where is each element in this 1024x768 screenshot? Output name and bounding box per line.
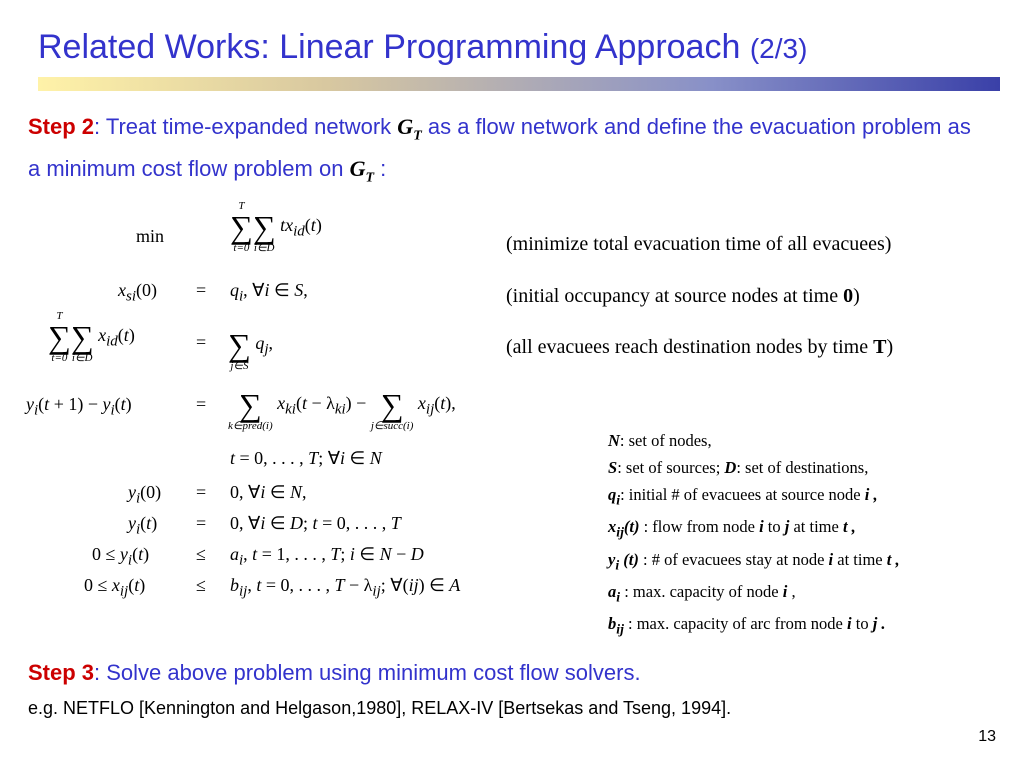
legend-n: N: set of nodes, — [608, 431, 712, 450]
eq-flow-lhs: $y_i(t + 1) - y_i(t)$ — [26, 394, 132, 419]
eq-xcap-lhs: $0 \le x_{ij}(t)$ — [84, 575, 146, 600]
min-label: min — [136, 226, 165, 246]
eq-initial-lhs: $x_{si}(0)$ — [118, 280, 158, 305]
legend-q: $q_i$: initial # of evacuees at source node i , — [608, 485, 878, 508]
page-number: 13 — [978, 728, 996, 745]
eq-yt-rhs: 0, ∀i ∈ D; t = 0, . . . , T — [230, 513, 401, 533]
step2-text-c: : — [374, 156, 387, 182]
notation-legend — [608, 427, 900, 642]
title-underline-bar — [38, 77, 1000, 91]
eq-flow-range: t = 0, . . . , T; ∀i ∈ N — [230, 448, 382, 468]
slide-title-main: Related Works: Linear Programming Approach — [38, 28, 741, 66]
eq-ycap-rhs: $a_i$, t = 1, . . . , T; i ∈ N − D — [230, 544, 424, 569]
comment-initial: (initial occupancy at source nodes at time 0) — [506, 285, 860, 307]
eq-final-rhs: ∑ j∈S $q_j$, — [228, 327, 273, 372]
gt-symbol-1: $G_T$ — [397, 114, 422, 144]
gt-symbol-2: $G_T$ — [349, 156, 375, 186]
legend-y: $y_i$ (t) : # of evacuees stay at node i at time t , — [608, 549, 900, 572]
step2-label: Step 2 — [28, 114, 95, 139]
legend-a: $a_i$ : max. capacity of node i , — [608, 581, 796, 605]
eq-ycap-lhs: $0 \le y_i(t)$ — [92, 544, 150, 569]
eq-final-lhs: T ∑ t=0 ∑ i∈D $x_{id}(t)$ — [48, 310, 135, 364]
legend-x: $x_{ij}(t)$ : flow from node i to j at time t , — [608, 517, 856, 540]
step3-description: : Solve above problem using minimum cost flow solvers. — [94, 660, 641, 685]
step3-label: Step 3 — [28, 660, 95, 685]
step3-text — [28, 656, 641, 689]
eq-y0-rhs: 0, ∀i ∈ N, — [230, 482, 307, 502]
eq-initial-rhs: $q_i$, ∀i ∈ S, — [230, 280, 308, 305]
step2-text-a: : Treat time-expanded network — [94, 114, 398, 139]
eq-yt-lhs: $y_i(t)$ — [128, 513, 158, 538]
eq-xcap-rhs: $b_{ij}$, t = 0, . . . , $T - \lambda_{ij}$; ∀(ij) ∈ A — [230, 575, 461, 600]
comment-final: (all evacuees reach destination nodes by time T) — [506, 336, 894, 358]
step3-example: e.g. NETFLO [Kennington and Helgason,1980], RELAX-IV [Bertsekas and Tseng, 1994]. — [28, 698, 732, 718]
slide-title — [38, 28, 807, 67]
objective-expression: T ∑ t=0 ∑ i∈D $tx_{id}(t)$ — [230, 200, 322, 254]
step2-text-b: as a flow network and define the evacuation problem as a minimum cost flow problem on — [28, 114, 971, 182]
eq-y0-lhs: $y_i(0)$ — [128, 482, 162, 507]
slide-title-sub: (2/3) — [749, 33, 808, 64]
eq-flow-rhs: ∑ k∈pred(i) $x_{ki}(t - \lambda_{ki})$ − ∑ j∈succ(i) $x_{ij}(t)$, — [228, 387, 456, 432]
legend-s-d: S: set of sources; D: set of destinations, — [608, 458, 869, 477]
comment-objective: (minimize total evacuation time of all evacuees) — [506, 233, 892, 255]
step2-text — [28, 110, 988, 195]
legend-b: $b_{ij}$ : max. capacity of arc from node i to j . — [608, 614, 886, 637]
